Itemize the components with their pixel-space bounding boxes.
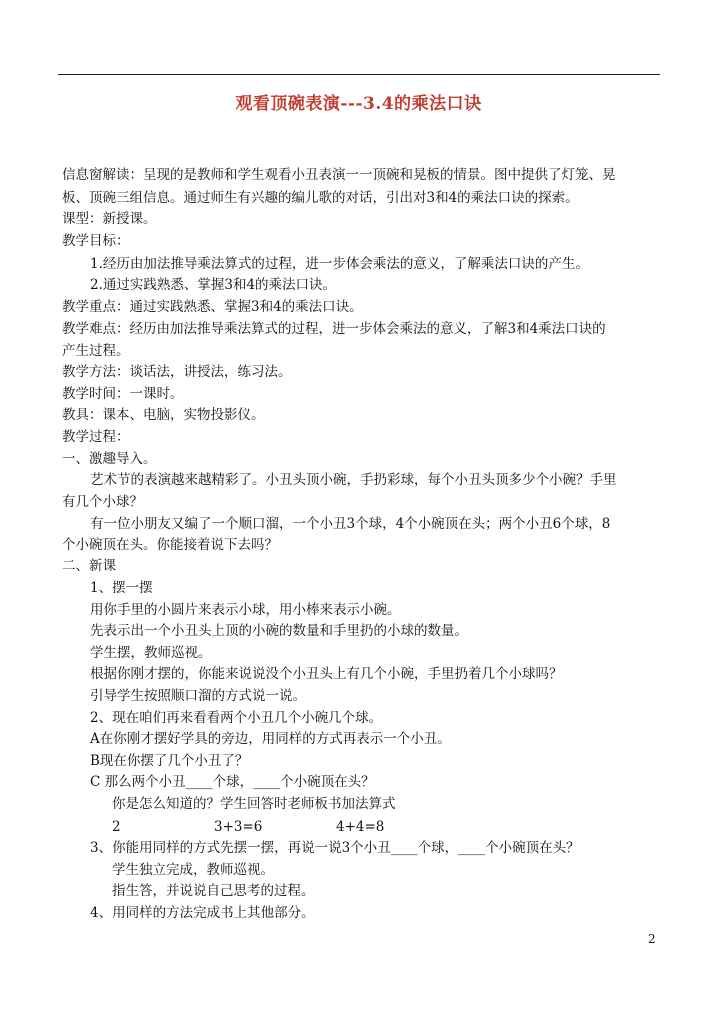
text-line: 教学过程： xyxy=(62,429,130,445)
text-line: 教学方法：谈话法，讲授法，练习法。 xyxy=(62,364,292,380)
text-line: 2.通过实践熟悉、掌握3和4的乘法口诀。 xyxy=(90,277,337,293)
text-line: 学生独立完成，教师巡视。 xyxy=(112,862,274,878)
page-number: 2 xyxy=(648,932,656,946)
text-line: 有一位小朋友又编了一个顺口溜，一个小丑3个球，4个小碗顶在头；两个小丑6个球，8 xyxy=(90,516,611,532)
text-line: 1、摆一摆 xyxy=(90,580,153,596)
equation-four: 4+4=8 xyxy=(336,819,385,835)
text-line: 有几个小球？ xyxy=(62,494,143,510)
text-line: 课型：新授课。 xyxy=(62,211,157,227)
equation-label: 2 xyxy=(112,819,121,835)
text-line: 教学目标： xyxy=(62,233,130,249)
text-line: B现在你摆了几个小丑了？ xyxy=(90,753,249,769)
text-line: 教学时间：一课时。 xyxy=(62,386,184,402)
page-title: 观看顶碗表演---3.4的乘法口诀 xyxy=(235,94,482,114)
text-line: 教具：课本、电脑，实物投影仪。 xyxy=(62,407,265,423)
header-rule xyxy=(58,74,660,75)
text-line: 指生答，并说说自己思考的过程。 xyxy=(112,883,315,899)
text-line: 艺术节的表演越来越精彩了。小丑头顶小碗，手扔彩球，每个小丑头顶多少个小碗？手里 xyxy=(90,472,617,488)
text-line: 4、用同样的方法完成书上其他部分。 xyxy=(90,905,315,921)
text-line: 3、你能用同样的方式先摆一摆，再说一说3个小丑____个球，____个小碗顶在头？ xyxy=(90,840,580,856)
text-line: 用你手里的小圆片来表示小球，用小棒来表示小碗。 xyxy=(90,602,401,618)
text-line: 你是怎么知道的？学生回答时老师板书加法算式 xyxy=(112,796,396,812)
equation-three: 3+3=6 xyxy=(214,819,263,835)
text-line: 引导学生按照顺口溜的方式说一说。 xyxy=(90,688,306,704)
text-line: 个小碗顶在头。你能接着说下去吗？ xyxy=(62,537,278,553)
text-line: 教学难点：经历由加法推导乘法算式的过程，进一步体会乘法的意义，了解3和4乘法口诀的 xyxy=(62,321,606,337)
text-line: 1.经历由加法推导乘法算式的过程，进一步体会乘法的意义，了解乘法口诀的产生。 xyxy=(90,256,589,272)
text-line: 信息窗解读：呈现的是教师和学生观看小丑表演一一顶碗和晃板的情景。图中提供了灯笼、晃 xyxy=(62,167,616,183)
text-line: 二、新课 xyxy=(62,558,116,574)
text-line: 学生摆，教师巡视。 xyxy=(90,645,212,661)
text-line: 教学重点：通过实践熟悉、掌握3和4的乘法口诀。 xyxy=(62,299,363,315)
text-line: 先表示出一个小丑头上顶的小碗的数量和手里扔的小球的数量。 xyxy=(90,623,468,639)
text-line: 2、现在咱们再来看看两个小丑几个小碗几个球。 xyxy=(90,710,383,726)
text-line: 产生过程。 xyxy=(62,343,130,359)
text-line: 板、顶碗三组信息。通过师生有兴趣的编儿歌的对话，引出对3和4的乘法口诀的探索。 xyxy=(62,190,579,206)
text-line: 一、激趣导入。 xyxy=(62,451,157,467)
text-line: C 那么两个小丑____个球，____个小碗顶在头？ xyxy=(90,774,375,790)
text-line: A在你刚才摆好学具的旁边，用同样的方式再表示一个小丑。 xyxy=(90,731,451,747)
text-line: 根据你刚才摆的，你能来说说没个小丑头上有几个小碗，手里扔着几个小球吗？ xyxy=(90,666,563,682)
